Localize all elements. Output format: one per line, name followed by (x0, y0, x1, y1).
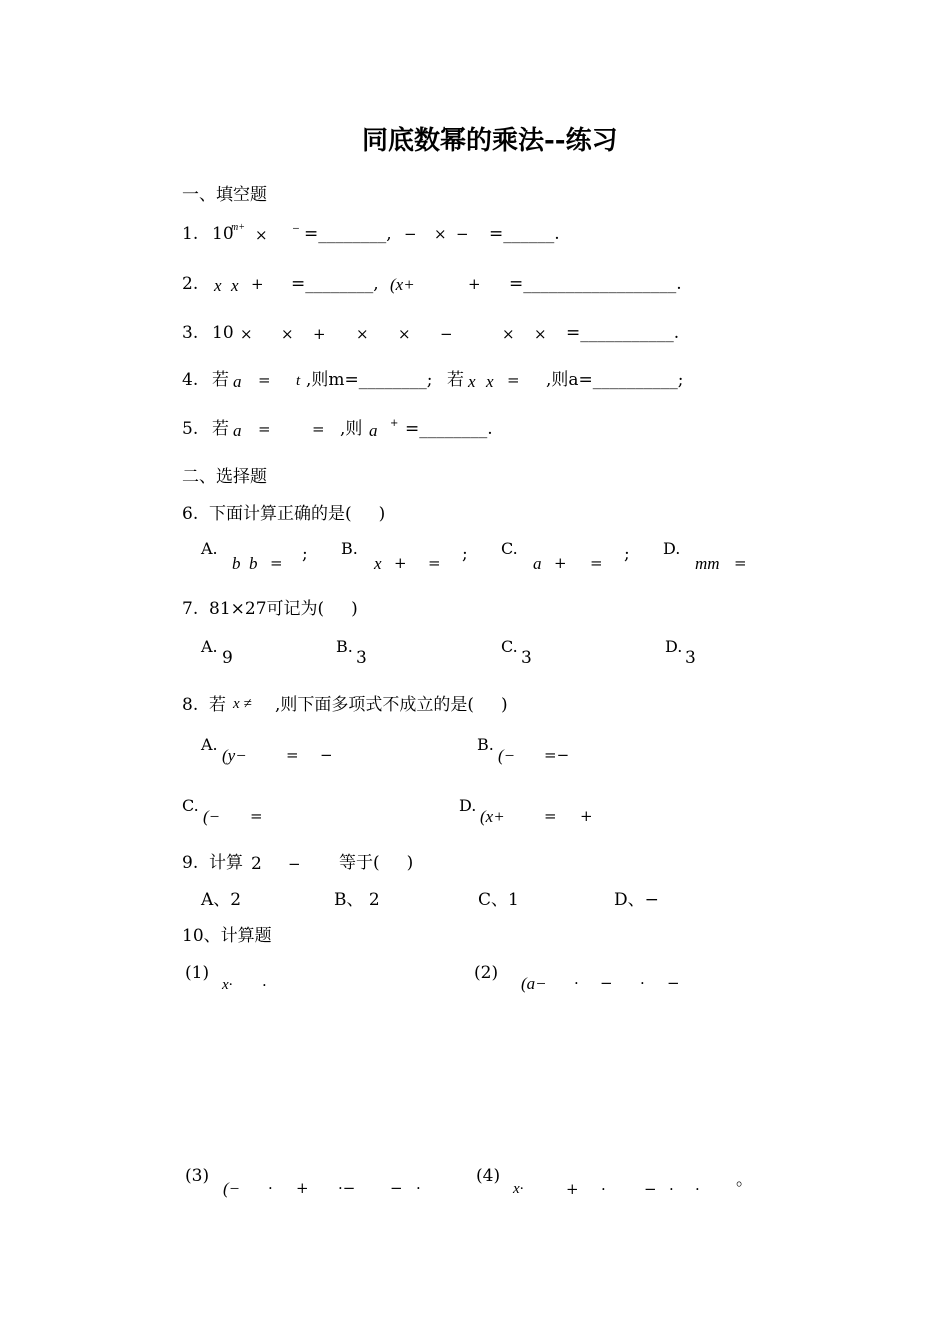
q1-number: 1. (182, 224, 199, 244)
q9-stem-start: 9. 计算 (182, 853, 244, 873)
q2-x1: x (214, 276, 222, 295)
q10-part-2-dot-1: · (574, 974, 579, 992)
section-choice-heading: 二、选择题 (182, 467, 267, 487)
q5-ruo: 若 (212, 419, 229, 439)
q10-part-2-minus-2: − (667, 974, 680, 992)
q4-eq-1: = (258, 371, 271, 389)
q10-part-4-dot-1: · (601, 1180, 606, 1198)
q7-option-c-label: C. (501, 637, 518, 656)
q8-a-eq: = (286, 746, 299, 764)
q5-a: a (233, 421, 242, 440)
q6-d-mm: mm (695, 554, 720, 573)
page-title: 同底数幂的乘法--练习 (362, 126, 618, 156)
q10-part-4-end-mark: 。 (736, 1170, 753, 1190)
q6-a-b1: b (232, 554, 241, 573)
q10-part-4-x: x· (513, 1181, 524, 1197)
q6-c-eq: = (590, 554, 603, 572)
q1-times: × (255, 226, 268, 244)
q8-c-eq: = (250, 807, 263, 825)
q2-plus-2: + (468, 275, 481, 293)
q5-eq-2: = (312, 420, 325, 438)
q10-part-3-dot-1: · (268, 1179, 273, 1197)
q3-op-1: × (240, 325, 253, 343)
section-calc-heading: 10、计算题 (182, 926, 272, 946)
q1-blank-2: =______. (489, 224, 560, 244)
q10-part-4-plus: + (566, 1180, 579, 1198)
q4-ruo-1: 若 (212, 370, 229, 390)
q9-stem-two: 2 (251, 854, 262, 874)
q10-part-3-dot-2: · (416, 1179, 421, 1197)
q6-option-b-label: B. (341, 539, 358, 558)
q1-minus-2: − (456, 225, 469, 243)
q7-option-a-value: 9 (222, 648, 233, 668)
q6-sep-c: ; (624, 544, 630, 564)
q8-b-eq: =− (544, 746, 570, 764)
q10-part-1-dot: · (262, 976, 267, 994)
q6-c-plus: + (554, 554, 567, 572)
q6-sep-a: ; (302, 544, 308, 564)
q9-stem-minus: − (288, 855, 301, 873)
q4-blank-2: ,则a=__________; (546, 370, 684, 390)
q10-part-3-minus: − (390, 1179, 403, 1197)
q4-a: a (233, 372, 242, 391)
q3-op-8: × (534, 325, 547, 343)
q1-minus-sup: ⁻ (292, 222, 300, 240)
q7-option-d-value: 3 (685, 648, 696, 668)
q10-part-2-label: (2) (474, 963, 499, 983)
q9-option-a: A、2 (201, 890, 242, 910)
q6-c-a: a (533, 554, 542, 573)
q7-stem: 7. 81×27可记为( ) (182, 599, 358, 619)
q1-times-2: × (434, 225, 447, 243)
q10-part-2-dot-2: · (640, 974, 645, 992)
q5-a2: a (369, 421, 378, 440)
q6-d-eq: = (734, 554, 747, 572)
q1-base: 10 (212, 224, 234, 244)
q6-b-eq: = (428, 554, 441, 572)
q9-stem-end: 等于( ) (339, 853, 414, 873)
q10-part-3-plus: + (296, 1179, 309, 1197)
q7-option-d-label: D. (665, 637, 683, 656)
q2-blank-2: =__________________. (509, 274, 682, 294)
q3-op-5: × (398, 325, 411, 343)
q3-number: 3. (182, 323, 199, 343)
q4-eq-2: = (507, 371, 520, 389)
q7-option-b-label: B. (336, 637, 353, 656)
section-fill-heading: 一、填空题 (182, 185, 267, 205)
q5-eq-1: = (258, 420, 271, 438)
q8-d-plus: + (580, 807, 593, 825)
q7-option-a-label: A. (201, 637, 218, 656)
q3-blank: =___________. (566, 323, 680, 343)
q8-d-expr: (x+ (480, 807, 505, 826)
q2-number: 2. (182, 274, 199, 294)
q2-plus: + (251, 275, 264, 293)
q8-b-expr: (− (498, 746, 516, 765)
q6-a-b2: b (249, 554, 258, 573)
q8-a-minus: − (320, 746, 333, 764)
q5-exp-plus: + (390, 418, 399, 429)
q4-x1: x (468, 372, 476, 391)
q8-d-eq: = (544, 807, 557, 825)
q10-part-3-expr: (− (223, 1179, 241, 1198)
q6-sep-b: ; (462, 544, 468, 564)
q7-option-c-value: 3 (521, 648, 532, 668)
q5-then: ,则 (340, 419, 363, 439)
q8-stem-start: 8. 若 (182, 695, 227, 715)
q2-x2: x (231, 276, 239, 295)
q8-c-expr: (− (203, 807, 221, 826)
q2-blank-1: =________, (291, 274, 379, 294)
q6-option-c-label: C. (501, 539, 518, 558)
q10-part-4-label: (4) (476, 1166, 501, 1186)
q1-exponent: m+ (231, 222, 245, 233)
q4-t: t (296, 373, 301, 389)
q9-option-b: B、 2 (334, 890, 380, 910)
q1-blank-1: =________, (304, 224, 392, 244)
q6-b-plus: + (394, 554, 407, 572)
q3-ten: 10 (212, 323, 234, 343)
q3-op-6: − (440, 325, 453, 343)
q10-part-2-minus-1: − (600, 974, 613, 992)
q8-option-c-label: C. (182, 796, 199, 815)
q6-stem: 6. 下面计算正确的是( ) (182, 504, 386, 524)
q4-x2: x (486, 372, 494, 391)
q8-a-expr: (y− (222, 746, 247, 765)
q5-number: 5. (182, 419, 199, 439)
q9-option-d: D、− (614, 890, 659, 910)
q4-number: 4. (182, 370, 199, 390)
q6-a-eq: = (270, 554, 283, 572)
q5-blank: =________. (405, 419, 493, 439)
q7-option-b-value: 3 (356, 648, 367, 668)
q8-stem-math: x ≠ (233, 696, 252, 712)
q3-op-7: × (502, 325, 515, 343)
q1-minus-1: − (404, 225, 417, 243)
q10-part-4-dot-2: · (669, 1180, 674, 1198)
q6-b-x: x (374, 554, 382, 573)
q8-stem-end: ,则下面多项式不成立的是( ) (275, 695, 508, 715)
q3-op-4: × (356, 325, 369, 343)
q9-option-c: C、1 (478, 890, 519, 910)
q2-paren: (x+ (390, 275, 415, 294)
q4-ruo-2: 若 (447, 370, 464, 390)
q3-op-3: + (313, 325, 326, 343)
q10-part-1-label: (1) (185, 963, 210, 983)
q10-part-1-x: x· (222, 977, 233, 993)
q8-option-b-label: B. (477, 735, 494, 754)
q10-part-4-minus: − (644, 1180, 657, 1198)
q10-part-3-dot-minus: ·− (338, 1179, 356, 1197)
q8-option-d-label: D. (459, 796, 477, 815)
q10-part-4-dot-3: · (695, 1180, 700, 1198)
q4-blank-1: ,则m=________; (306, 370, 433, 390)
q8-option-a-label: A. (201, 735, 218, 754)
q10-part-2-expr: (a− (521, 974, 547, 993)
q6-option-a-label: A. (201, 539, 218, 558)
q3-op-2: × (281, 325, 294, 343)
q10-part-3-label: (3) (185, 1166, 210, 1186)
q6-option-d-label: D. (663, 539, 681, 558)
